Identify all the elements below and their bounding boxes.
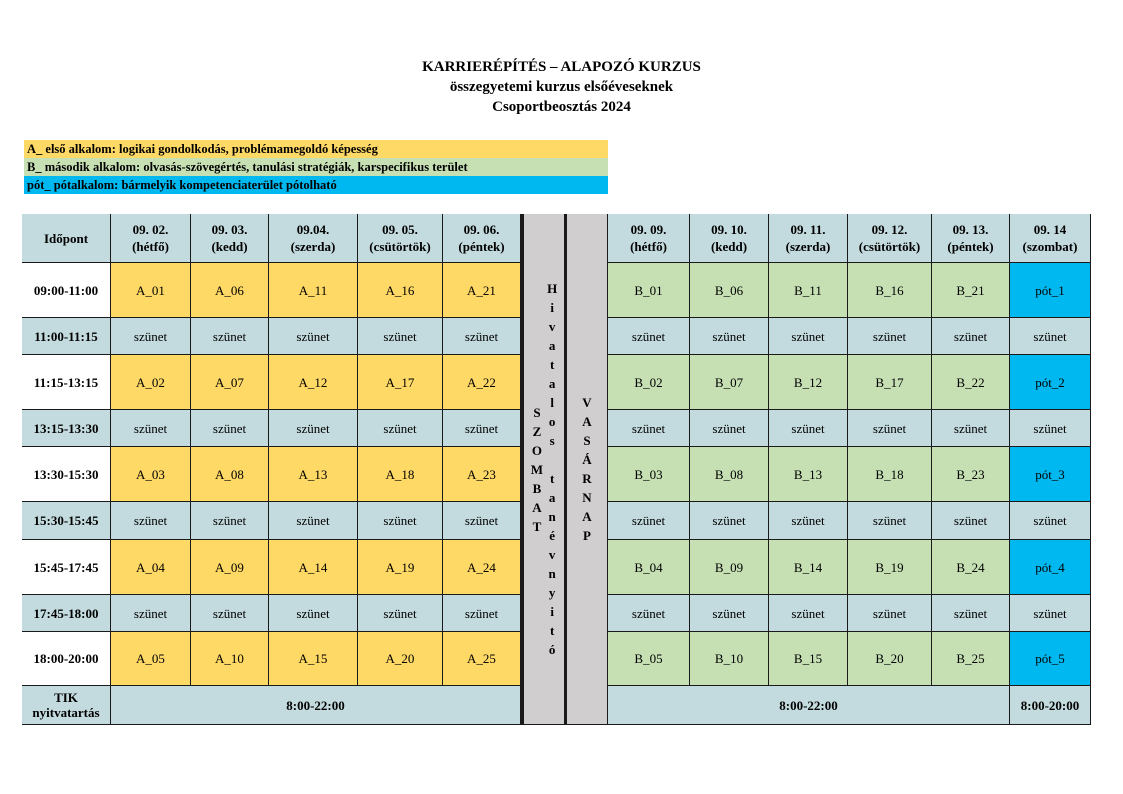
break-cell: szünet [269, 595, 358, 632]
break-cell: szünet [443, 502, 521, 540]
break-cell: szünet [358, 595, 443, 632]
break-cell: szünet [1010, 318, 1091, 355]
group-b-cell: B_15 [769, 632, 848, 686]
group-b-cell: B_17 [848, 355, 932, 410]
header-day-saturday-2-date: 09. 14 [1033, 222, 1067, 237]
group-a-cell: A_19 [358, 540, 443, 595]
time-slot-break: 13:15-13:30 [22, 410, 111, 447]
header-day-w2-1 [608, 214, 690, 263]
break-cell: szünet [191, 318, 269, 355]
group-a-cell: A_02 [111, 355, 191, 410]
group-a-cell: A_15 [269, 632, 358, 686]
group-a-cell: A_11 [269, 263, 358, 318]
break-cell: szünet [111, 410, 191, 447]
break-cell: szünet [848, 502, 932, 540]
group-a-cell: A_08 [191, 447, 269, 502]
break-cell: szünet [608, 595, 690, 632]
header-day-w2-5-weekday: (péntek) [947, 239, 994, 254]
break-cell: szünet [769, 318, 848, 355]
saturday-label: S Z O M B A T [530, 404, 544, 534]
header-day-w1-2-weekday: (kedd) [211, 239, 248, 254]
break-cell: szünet [443, 595, 521, 632]
break-cell: szünet [358, 502, 443, 540]
break-cell: szünet [690, 318, 769, 355]
header-day-w2-3-date: 09. 11. [790, 222, 826, 237]
header-day-w1-4 [358, 214, 443, 263]
header-day-w1-4-weekday: (csütörtök) [369, 239, 431, 254]
header-day-w2-4-date: 09. 12. [871, 222, 908, 237]
group-a-cell: A_21 [443, 263, 521, 318]
header-day-w1-1 [111, 214, 191, 263]
group-b-cell: B_12 [769, 355, 848, 410]
schedule-table [22, 214, 1091, 725]
group-a-cell: A_12 [269, 355, 358, 410]
group-a-cell: A_18 [358, 447, 443, 502]
break-cell: szünet [932, 410, 1010, 447]
break-cell: szünet [358, 318, 443, 355]
time-slot: 18:00-20:00 [22, 632, 111, 686]
break-cell: szünet [769, 410, 848, 447]
group-b-cell: B_22 [932, 355, 1010, 410]
time-slot-break: 17:45-18:00 [22, 595, 111, 632]
header-day-w1-5 [443, 214, 521, 263]
header-day-w1-3-weekday: (szerda) [290, 239, 336, 254]
group-a-cell: A_25 [443, 632, 521, 686]
group-a-cell: A_07 [191, 355, 269, 410]
header-day-w2-5-date: 09. 13. [952, 222, 989, 237]
header-day-w2-2-weekday: (kedd) [710, 239, 748, 254]
break-cell: szünet [690, 502, 769, 540]
header-day-w1-2-date: 09. 03. [211, 222, 248, 237]
group-b-cell: B_07 [690, 355, 769, 410]
saturday-column [524, 214, 565, 725]
header-day-w1-5-weekday: (péntek) [458, 239, 505, 254]
time-slot-break: 11:00-11:15 [22, 318, 111, 355]
break-cell: szünet [769, 502, 848, 540]
group-b-cell: B_20 [848, 632, 932, 686]
group-a-cell: A_05 [111, 632, 191, 686]
header-day-w1-1-date: 09. 02. [132, 222, 169, 237]
header-day-w1-5-date: 09. 06. [463, 222, 500, 237]
break-cell: szünet [191, 502, 269, 540]
group-a-cell: A_22 [443, 355, 521, 410]
group-a-cell: A_14 [269, 540, 358, 595]
group-a-cell: A_01 [111, 263, 191, 318]
group-pot-cell: pót_5 [1010, 632, 1091, 686]
footer-label: TIK nyitvatartás [22, 686, 111, 725]
time-slot: 15:45-17:45 [22, 540, 111, 595]
legend-b: B_ második alkalom: olvasás-szövegértés, tanulási stratégiák, karspecifikus terület [24, 158, 608, 176]
header-day-w1-4-date: 09. 05. [382, 222, 418, 237]
group-pot-cell: pót_4 [1010, 540, 1091, 595]
break-cell: szünet [443, 318, 521, 355]
group-a-cell: A_09 [191, 540, 269, 595]
opening-ceremony-label: H i v a t a l o s t a n é v n y i t ó [547, 281, 558, 657]
time-slot: 11:15-13:15 [22, 355, 111, 410]
break-cell: szünet [608, 410, 690, 447]
group-b-cell: B_10 [690, 632, 769, 686]
group-b-cell: B_23 [932, 447, 1010, 502]
group-b-cell: B_19 [848, 540, 932, 595]
break-cell: szünet [608, 502, 690, 540]
header-day-w2-1-date: 09. 09. [630, 222, 667, 237]
group-b-cell: B_24 [932, 540, 1010, 595]
break-cell: szünet [848, 318, 932, 355]
break-cell: szünet [443, 410, 521, 447]
break-cell: szünet [111, 318, 191, 355]
group-b-cell: B_16 [848, 263, 932, 318]
legend-a: A_ első alkalom: logikai gondolkodás, problémamegoldó képesség [24, 140, 608, 158]
group-b-cell: B_13 [769, 447, 848, 502]
title-line-2: összegyetemi kurzus elsőéveseknek [449, 79, 674, 95]
header-day-w2-4 [848, 214, 932, 263]
break-cell: szünet [1010, 595, 1091, 632]
header-day-w2-5 [932, 214, 1010, 263]
group-pot-cell: pót_1 [1010, 263, 1091, 318]
group-b-cell: B_09 [690, 540, 769, 595]
footer-hours-saturday: 8:00-20:00 [1010, 686, 1091, 725]
time-slot-break: 15:30-15:45 [22, 502, 111, 540]
document-title [0, 57, 1123, 117]
break-cell: szünet [111, 595, 191, 632]
header-day-w2-2 [690, 214, 769, 263]
group-a-cell: A_04 [111, 540, 191, 595]
break-cell: szünet [358, 410, 443, 447]
header-day-w2-4-weekday: (csütörtök) [858, 239, 921, 254]
time-slot: 13:30-15:30 [22, 447, 111, 502]
break-cell: szünet [932, 595, 1010, 632]
header-day-w1-1-weekday: (hétfő) [132, 239, 169, 254]
break-cell: szünet [1010, 502, 1091, 540]
group-b-cell: B_06 [690, 263, 769, 318]
group-b-cell: B_18 [848, 447, 932, 502]
group-a-cell: A_16 [358, 263, 443, 318]
header-day-w2-3 [769, 214, 848, 263]
header-day-saturday-2-weekday: (szombat) [1022, 239, 1078, 254]
group-b-cell: B_03 [608, 447, 690, 502]
break-cell: szünet [191, 410, 269, 447]
title-line-1: KARRIERÉPÍTÉS – ALAPOZÓ KURZUS [422, 59, 701, 75]
group-b-cell: B_02 [608, 355, 690, 410]
title-line-3: Csoportbeosztás 2024 [492, 99, 631, 115]
break-cell: szünet [848, 410, 932, 447]
group-a-cell: A_24 [443, 540, 521, 595]
group-a-cell: A_10 [191, 632, 269, 686]
group-b-cell: B_08 [690, 447, 769, 502]
break-cell: szünet [1010, 410, 1091, 447]
legend-pot: pót_ pótalkalom: bármelyik kompetenciaterület pótolható [24, 176, 608, 194]
group-b-cell: B_05 [608, 632, 690, 686]
group-b-cell: B_11 [769, 263, 848, 318]
sunday-column: V A S Á R N A P [567, 214, 608, 725]
group-a-cell: A_23 [443, 447, 521, 502]
footer-hours-week2: 8:00-22:00 [608, 686, 1010, 725]
time-slot: 09:00-11:00 [22, 263, 111, 318]
break-cell: szünet [269, 502, 358, 540]
header-day-w2-3-weekday: (szerda) [785, 239, 831, 254]
break-cell: szünet [191, 595, 269, 632]
header-time: Időpont [22, 214, 111, 263]
break-cell: szünet [608, 318, 690, 355]
group-a-cell: A_03 [111, 447, 191, 502]
group-a-cell: A_13 [269, 447, 358, 502]
break-cell: szünet [769, 595, 848, 632]
legend [24, 140, 608, 194]
break-cell: szünet [269, 318, 358, 355]
group-b-cell: B_04 [608, 540, 690, 595]
group-b-cell: B_25 [932, 632, 1010, 686]
break-cell: szünet [690, 595, 769, 632]
group-a-cell: A_20 [358, 632, 443, 686]
group-pot-cell: pót_2 [1010, 355, 1091, 410]
group-b-cell: B_21 [932, 263, 1010, 318]
break-cell: szünet [269, 410, 358, 447]
group-b-cell: B_01 [608, 263, 690, 318]
group-a-cell: A_06 [191, 263, 269, 318]
header-day-w1-2 [191, 214, 269, 263]
break-cell: szünet [848, 595, 932, 632]
break-cell: szünet [111, 502, 191, 540]
header-day-saturday-2 [1010, 214, 1091, 263]
header-day-w1-3-date: 09.04. [296, 222, 330, 237]
header-day-w2-1-weekday: (hétfő) [630, 239, 667, 254]
break-cell: szünet [690, 410, 769, 447]
header-day-w1-3 [269, 214, 358, 263]
group-b-cell: B_14 [769, 540, 848, 595]
header-day-w2-2-date: 09. 10. [711, 222, 747, 237]
group-pot-cell: pót_3 [1010, 447, 1091, 502]
break-cell: szünet [932, 502, 1010, 540]
footer-hours-week1: 8:00-22:00 [111, 686, 521, 725]
break-cell: szünet [932, 318, 1010, 355]
group-a-cell: A_17 [358, 355, 443, 410]
